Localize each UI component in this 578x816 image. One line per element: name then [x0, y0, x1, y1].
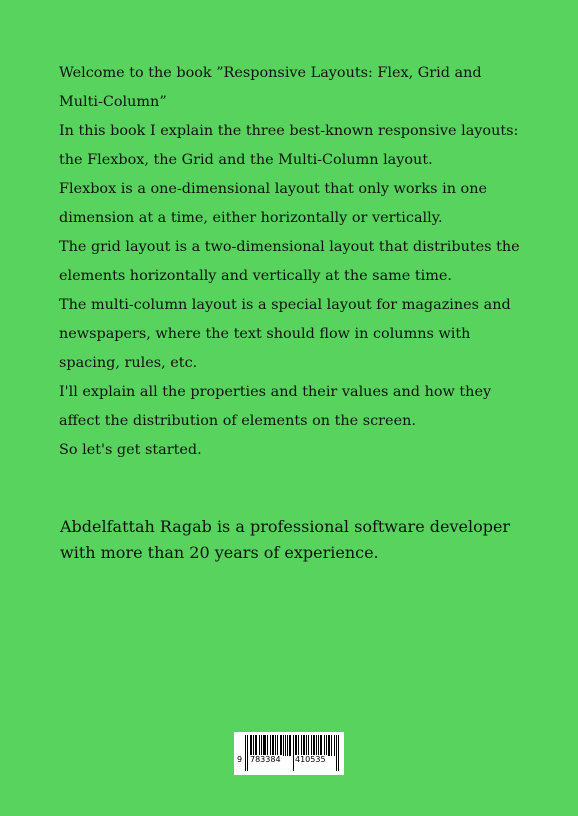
barcode-bars [234, 732, 344, 775]
blurb-paragraph-welcome: Welcome to the book ”Responsive Layouts: Flex, Grid and Multi-Column” [59, 65, 482, 110]
blurb-paragraph-grid: The grid layout is a two-dimensional layout that distributes the elements horizontally and vertically at the same time. [59, 239, 520, 284]
back-cover-blurb [59, 59, 521, 465]
isbn-barcode [234, 732, 344, 775]
blurb-paragraph-flexbox: Flexbox is a one-dimensional layout that only works in one dimension at a time, either horizontally or vertically. [59, 181, 487, 226]
barcode-lead-digit: 9 [237, 755, 243, 764]
barcode-right-digits: 410535 [295, 755, 326, 764]
blurb-paragraph-closing: So let's get started. [59, 442, 202, 458]
blurb-paragraph-intro: In this book I explain the three best-known responsive layouts: the Flexbox, the Grid and the Multi-Column layout. [59, 123, 519, 168]
blurb-paragraph-properties: I'll explain all the properties and their values and how they affect the distribution of elements on the screen. [59, 384, 492, 429]
author-bio: Abdelfattah Ragab is a professional software developer with more than 20 years of experience. [60, 517, 511, 562]
blurb-paragraph-multicolumn: The multi-column layout is a special layout for magazines and newspapers, where the text should flow in columns with spacing, rules, etc. [59, 297, 511, 371]
barcode-left-digits: 783384 [250, 755, 281, 764]
